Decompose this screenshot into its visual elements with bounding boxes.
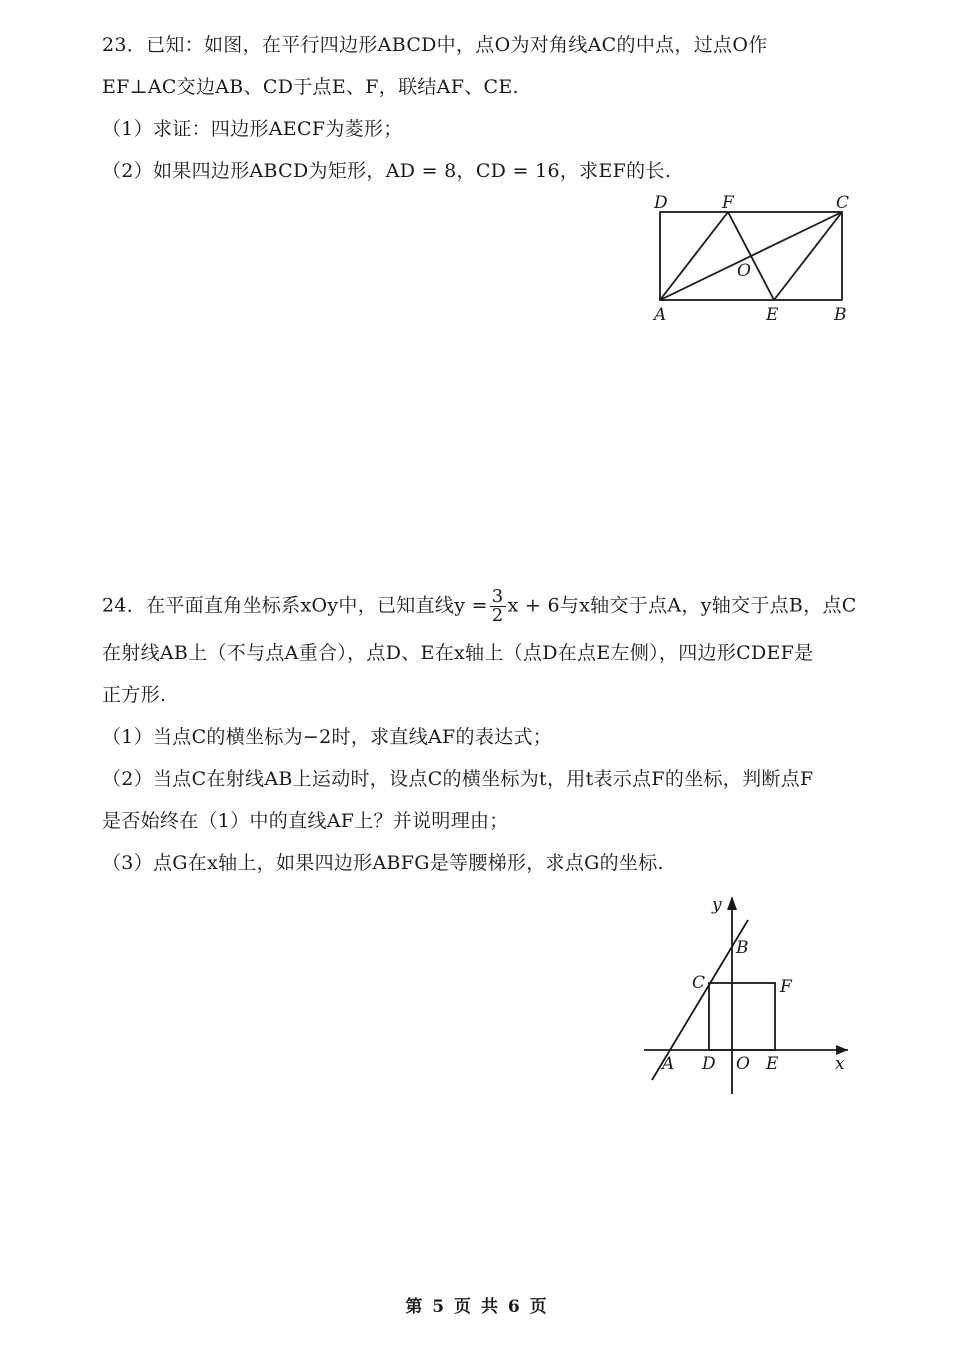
label-o: O	[736, 1054, 750, 1074]
label-c: C	[692, 973, 706, 993]
segment-af	[660, 212, 728, 300]
page-footer: 第 5 页 共 6 页	[405, 1297, 549, 1317]
q24-line1-post: x + 6与x轴交于点A，y轴交于点B，点C	[507, 594, 857, 617]
label-d: D	[702, 1054, 716, 1074]
label-b: B	[736, 938, 749, 958]
q23-line2: EF⊥AC交边AB、CD于点E、F，联结AF、CE.	[102, 76, 519, 98]
label-y: y	[712, 895, 722, 915]
label-e: E	[766, 1054, 779, 1074]
q24-part3: （3）点G在x轴上，如果四边形ABFG是等腰梯形，求点G的坐标.	[102, 852, 664, 874]
label-x: x	[835, 1054, 845, 1074]
q24-line3: 正方形.	[102, 684, 167, 706]
q24-part2a: （2）当点C在射线AB上运动时，设点C的横坐标为t，用t表示点F的坐标，判断点F	[102, 768, 814, 790]
q24-line1	[102, 588, 857, 625]
q24-line2: 在射线AB上（不与点A重合），点D、E在x轴上（点D在点E左侧），四边形CDEF是	[102, 642, 814, 664]
label-o: O	[737, 261, 751, 281]
y-axis-arrow	[727, 896, 737, 910]
label-d: D	[654, 193, 668, 213]
label-b: B	[834, 305, 847, 325]
segment-fe	[728, 212, 774, 300]
q24-figure-coordinate	[638, 888, 868, 1108]
q24-part1: （1）当点C的横坐标为−2时，求直线AF的表达式；	[102, 726, 553, 748]
label-a: A	[662, 1054, 675, 1074]
label-f: F	[722, 193, 734, 213]
fraction-denominator: 2	[491, 605, 504, 626]
q23-part2: （2）如果四边形ABCD为矩形，AD = 8，CD = 16，求EF的长.	[102, 160, 672, 182]
fraction-numerator: 3	[491, 586, 504, 607]
label-a: A	[654, 305, 667, 325]
square-cdef	[709, 983, 775, 1050]
q24-line1-pre: 24．在平面直角坐标系xOy中，已知直线y =	[102, 594, 488, 617]
segment-ec	[774, 212, 842, 300]
fraction-3-2	[490, 588, 506, 625]
q24-part2b: 是否始终在（1）中的直线AF上？并说明理由；	[102, 810, 509, 832]
q23-part1: （1）求证：四边形AECF为菱形；	[102, 118, 403, 140]
label-e: E	[766, 305, 779, 325]
q23-line1: 23．已知：如图，在平行四边形ABCD中，点O为对角线AC的中点，过点O作	[102, 34, 768, 56]
q23-figure-rectangle	[640, 188, 870, 328]
label-f: F	[780, 977, 792, 997]
label-c: C	[836, 193, 850, 213]
